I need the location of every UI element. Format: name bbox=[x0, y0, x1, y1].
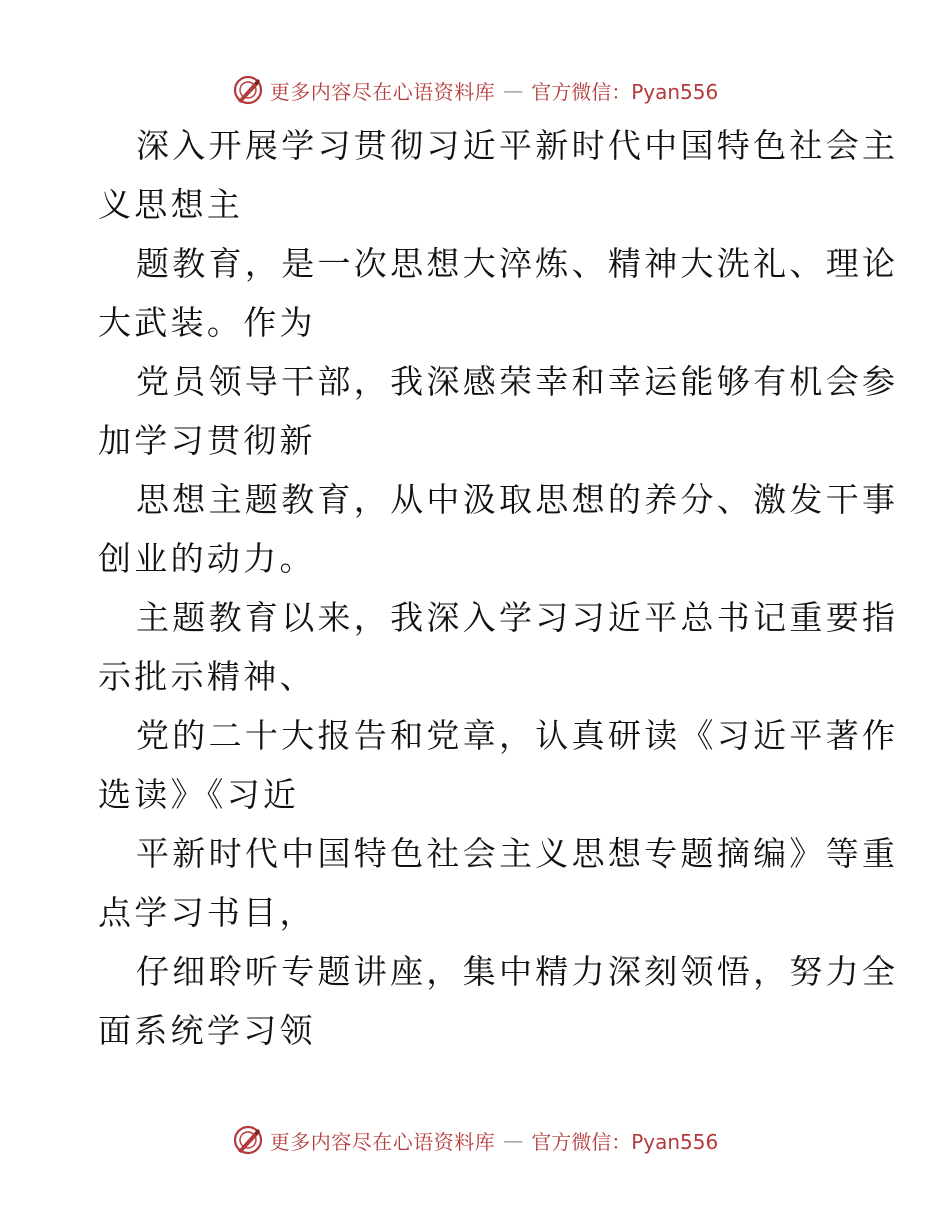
text-line: 大武装。作为 bbox=[98, 303, 316, 342]
footer-site-text: 更多内容尽在心语资料库 bbox=[269, 1129, 496, 1154]
text-line: 示批示精神、 bbox=[98, 657, 316, 696]
text-line: 仔细聆听专题讲座，集中精力深刻领悟，努力全 bbox=[136, 952, 899, 991]
footer-dash: — bbox=[503, 1128, 524, 1152]
text-line: 创业的动力。 bbox=[98, 539, 316, 578]
text-line: 党的二十大报告和党章，认真研读《习近平著作 bbox=[136, 716, 899, 755]
header-banner bbox=[0, 70, 950, 110]
pen-logo-icon bbox=[232, 74, 264, 106]
text-line: 加学习贯彻新 bbox=[98, 421, 316, 460]
text-line: 思想主题教育，从中汲取思想的养分、激发干事 bbox=[136, 480, 899, 519]
text-line: 点学习书目， bbox=[98, 893, 316, 932]
footer-wechat-text: 官方微信：Pyan556 bbox=[531, 1129, 719, 1154]
pen-logo-icon bbox=[232, 1124, 264, 1156]
text-line: 深入开展学习贯彻习近平新时代中国特色社会主 bbox=[136, 126, 899, 165]
header-wechat-text: 官方微信：Pyan556 bbox=[531, 79, 719, 104]
text-line: 党员领导干部，我深感荣幸和幸运能够有机会参 bbox=[136, 362, 899, 401]
text-line: 题教育，是一次思想大淬炼、精神大洗礼、理论 bbox=[136, 244, 899, 283]
header-dash: — bbox=[503, 78, 524, 102]
text-line: 平新时代中国特色社会主义思想专题摘编》等重 bbox=[136, 834, 899, 873]
text-line: 面系统学习领 bbox=[98, 1011, 316, 1050]
text-line: 义思想主 bbox=[98, 185, 244, 224]
text-line: 主题教育以来，我深入学习习近平总书记重要指 bbox=[136, 598, 899, 637]
footer-banner bbox=[0, 1120, 950, 1160]
header-site-text: 更多内容尽在心语资料库 bbox=[269, 79, 496, 104]
text-line: 选读》《习近 bbox=[98, 775, 300, 814]
document-body bbox=[98, 116, 899, 1060]
